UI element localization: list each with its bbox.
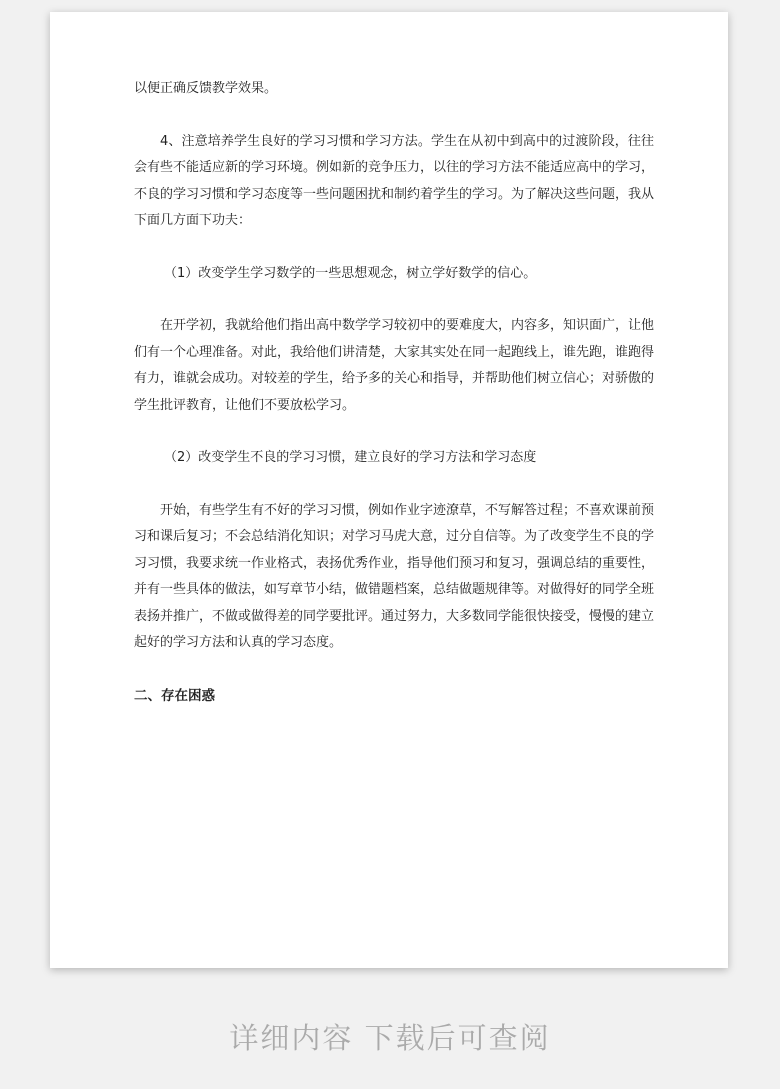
paragraph-gap [134,235,654,261]
paragraph-start-of-term: 在开学初，我就给他们指出高中数学学习较初中的要难度大，内容多，知识面广，让他们有一个心理准备。对此，我给他们讲清楚，大家其实处在同一起跑线上，谁先跑，谁跑得有力，谁就会成功。对较差的学生，给予多的关心和指导，并帮助他们树立信心；对骄傲的学生批评教育，让他们不要放松学习。 [134,318,655,413]
footer-banner: 详细内容 下载后可查阅 [229,1021,551,1055]
paragraph-bad-habits: 开始，有些学生有不好的学习习惯，例如作业字迹潦草，不写解答过程；不喜欢课前预习和课后复习；不会总结消化知识；对学习马虎大意，过分自信等。为了改变学生不良的学习习惯，我要求统一作业格式，表扬优秀作业，指导他们预习和复习，强调总结的重要性，并有一些具体的做法，如写章节小结，做错题档案，总结做题规律等。对做得好的同学全班表扬并推广，不做或做得差的同学要批评。通过努力，大多数同学能很快接受，慢慢的建立起好的学习方法和认真的学习态度。 [134,502,655,650]
paragraph-gap [134,287,654,313]
list-item-1: （1）改变学生学习数学的一些思想观念，树立学好数学的信心。 [164,265,537,281]
paragraph-gap [134,472,654,498]
paragraph-gap [134,657,654,683]
list-item-2: （2）改变学生不良的学习习惯，建立良好的学习方法和学习态度 [164,450,537,465]
paragraph-gap [134,419,654,445]
document-body [134,76,654,709]
paragraph-study-habits: 4、注意培养学生良好的学习习惯和学习方法。学生在从初中到高中的过渡阶段，往往会有些不能适应新的学习环境。例如新的竞争压力，以往的学习方法不能适应高中的学习，不良的学习习惯和学习态度等一些问题困扰和制约着学生的学习。为了解决这些问题，我从下面几方面下功夫： [134,133,655,228]
paragraph-continuation: 以便正确反馈教学效果。 [134,81,278,96]
paragraph-gap [134,103,654,129]
document-page [50,12,728,968]
section-heading: 二、存在困惑 [134,687,215,704]
